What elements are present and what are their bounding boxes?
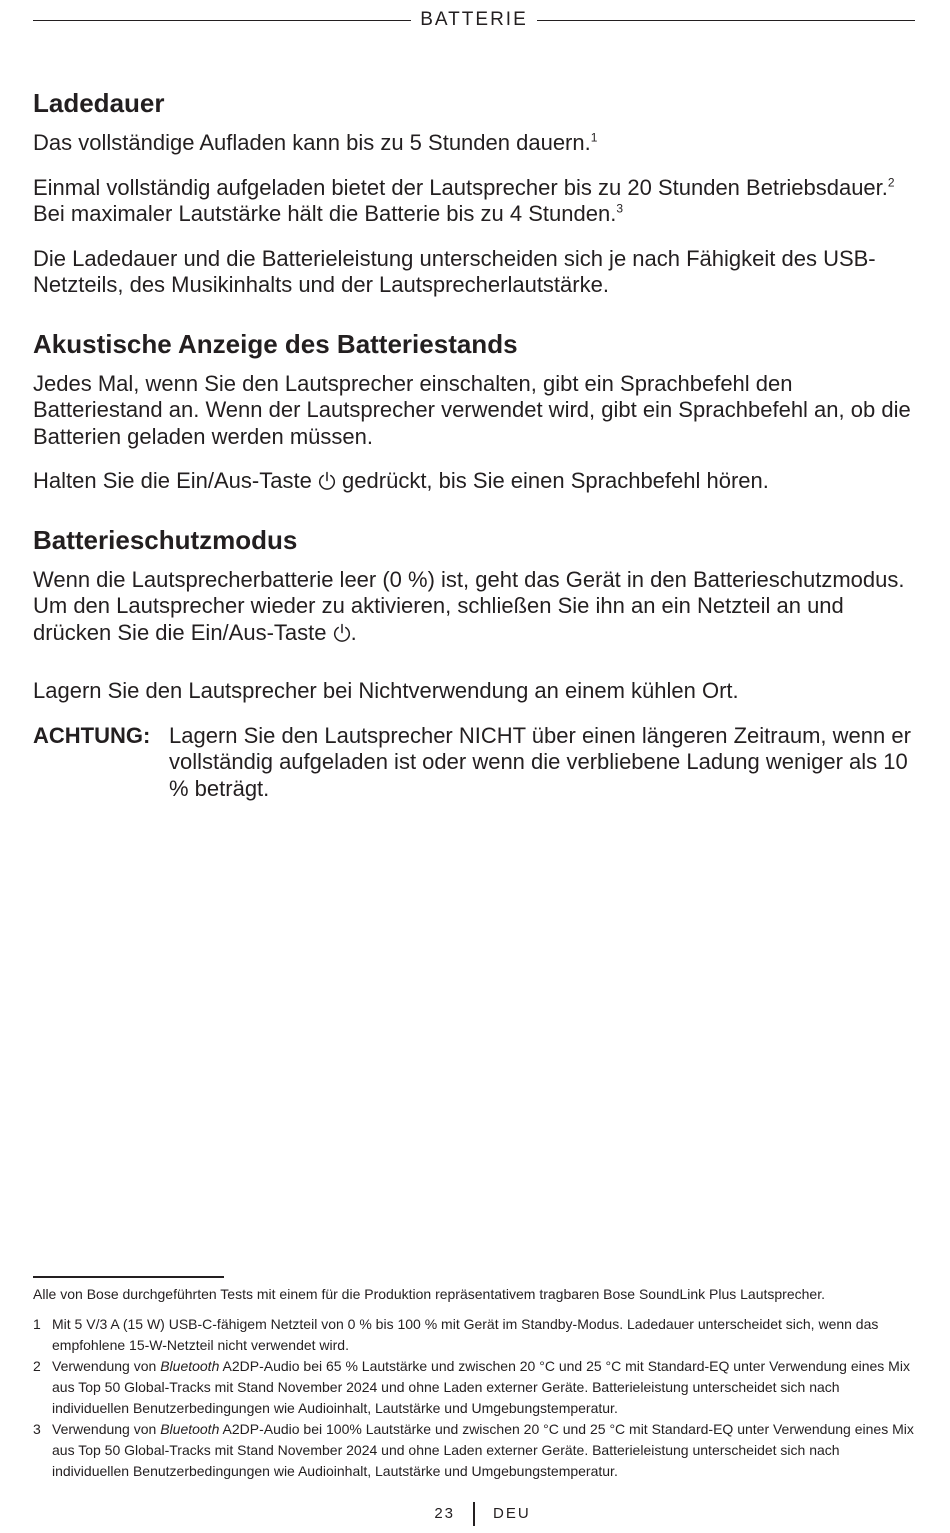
footnotes xyxy=(33,1284,915,1482)
power-icon xyxy=(318,471,336,491)
footnote-ref-2: 2 xyxy=(887,175,895,190)
language-code: DEU xyxy=(493,1505,531,1522)
footnote-number: 3 xyxy=(33,1421,41,1437)
footnote-number: 1 xyxy=(33,1316,41,1332)
paragraph-storage: Lagern Sie den Lautsprecher bei Nichtverwendung an einem kühlen Ort. xyxy=(33,678,739,703)
paragraph-hold-power: Halten Sie die Ein/Aus-Taste gedrückt, bis Sie einen Sprachbefehl hören. xyxy=(33,468,769,493)
caution-notice xyxy=(33,723,918,803)
footnote-text: Mit 5 V/3 A (15 W) USB-C-fähigem Netzteil von 0 % bis 100 % mit Gerät im Standby-Modus. Ladedauer unterscheidet sich, wenn das empfohlene 15-W-Netzteil nicht verwendet wird. xyxy=(52,1316,879,1353)
paragraph-charge-duration: Das vollständige Aufladen kann bis zu 5 Stunden dauern.$^1$ xyxy=(33,130,598,155)
page-number: 23 xyxy=(434,1505,455,1522)
section-battery-protection xyxy=(33,523,918,803)
heading-ladedauer: Ladedauer xyxy=(33,88,165,118)
paragraph-variation: Die Ladedauer und die Batterieleistung unterscheiden sich je nach Fähigkeit des USB-Netzteils, des Musikinhalts und der Lautsprecherlautstärke. xyxy=(33,245,876,297)
footnote-item xyxy=(33,1314,915,1356)
header-rule-right xyxy=(537,20,915,21)
caution-text: Lagern Sie den Lautsprecher NICHT über einen längeren Zeitraum, wenn er vollständig aufgeladen ist oder wenn die verbliebene Ladung weniger als 10 % beträgt. xyxy=(169,722,911,801)
caution-label: ACHTUNG: xyxy=(33,722,151,748)
heading-batterieschutzmodus: Batterieschutzmodus xyxy=(33,524,298,555)
footnote-intro: Alle von Bose durchgeführten Tests mit einem für die Produktion repräsentativem tragbaren Bose SoundLink Plus Lautsprecher. xyxy=(33,1286,825,1302)
header-title: BATTERIE xyxy=(420,9,528,30)
section-acoustic-indicator xyxy=(33,327,918,495)
heading-akustische-anzeige: Akustische Anzeige des Batteriestands xyxy=(33,328,518,359)
footnote-divider xyxy=(33,1276,224,1278)
paragraph-protection-mode: Wenn die Lautsprecherbatterie leer (0 %) ist, geht das Gerät in den Batterieschutzmodus. Um den Lautsprecher wieder zu aktivieren, schließen Sie ihn an ein Netzteil an und drücken Sie die Ein/Aus-Taste . xyxy=(33,566,905,645)
page-header xyxy=(33,7,915,33)
footnote-item xyxy=(33,1356,915,1419)
footnote-item xyxy=(33,1419,915,1482)
main-content xyxy=(33,86,918,802)
footnote-text: Verwendung von Bluetooth A2DP-Audio bei 100% Lautstärke und zwischen 20 °C und 25 °C mit Standard-EQ unter Verwendung eines Mix aus Top 50 Global-Tracks mit Stand November 2024 und ohne Laden externer Geräte. Batterieleistung unterscheidet sich nach individuellen Benutzerbedingungen wie Audioinhalt, Lautstärke und Umgebungstemperatur. xyxy=(52,1421,914,1479)
footnote-number: 2 xyxy=(33,1358,41,1374)
section-charge-time xyxy=(33,86,918,299)
footnote-ref-3: 3 xyxy=(616,201,623,216)
power-icon xyxy=(333,623,351,643)
footer-separator xyxy=(473,1502,475,1526)
footnote-text: Verwendung von Bluetooth A2DP-Audio bei 65 % Lautstärke und zwischen 20 °C und 25 °C mit Standard-EQ unter Verwendung eines Mix aus Top 50 Global-Tracks mit Stand November 2024 und ohne Laden externer Geräte. Batterieleistung unterscheidet sich nach individuellen Benutzerbedingungen wie Audioinhalt, Lautstärke und Umgebungstemperatur. xyxy=(52,1358,910,1416)
paragraph-runtime: Einmal vollständig aufgeladen bietet der Lautsprecher bis zu 20 Stunden Betriebsdauer.$^2$ Bei maximaler Lautstärke hält die Batterie bis zu 4 Stunden.$^3$ xyxy=(33,174,895,226)
page-footer xyxy=(0,1502,950,1530)
footnote-ref-1: 1 xyxy=(590,130,598,145)
paragraph-voice-prompt: Jedes Mal, wenn Sie den Lautsprecher einschalten, gibt ein Sprachbefehl den Batteriestand an. Wenn der Lautsprecher verwendet wird, gibt ein Sprachbefehl an, ob die Batterien geladen werden müssen. xyxy=(33,370,911,449)
